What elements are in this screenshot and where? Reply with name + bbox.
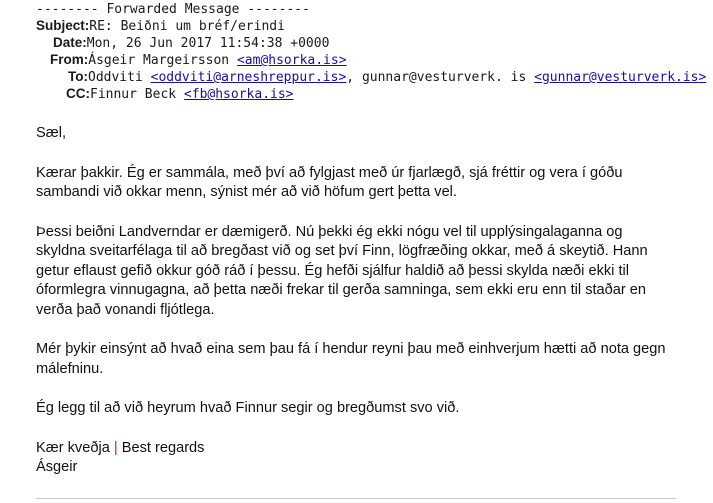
to-line (68, 69, 706, 86)
signoff-english: Best regards (121, 439, 205, 456)
bottom-divider (36, 498, 676, 499)
date-label: Date: (53, 35, 87, 50)
cc-line (66, 86, 294, 103)
signoff-icelandic: Kær kveðja (36, 439, 110, 456)
to-separator-text: , gunnar@vesturverk. is (346, 70, 527, 85)
date-value: Mon, 26 Jun 2017 11:54:38 +0000 (86, 36, 330, 51)
paragraph-1: Kærar þakkir. Ég er sammála, með því að fylgjast með úr fjarlægð, sjá fréttir og vera í góðu sambandi við okkar menn, sýnist mér að við höfum gert þetta vel. (36, 164, 623, 200)
subject-label: Subject: (36, 18, 90, 33)
to-recipient2-email-link[interactable]: <gunnar@vesturverk.is> (534, 70, 707, 85)
to-label: To: (68, 69, 88, 84)
from-label: From: (50, 52, 89, 67)
from-name: Ásgeir Margeirsson (88, 53, 230, 68)
message-body (36, 124, 676, 478)
cc-email-link[interactable]: <fb@hsorka.is> (183, 87, 294, 102)
signature-name: Ásgeir (36, 459, 78, 475)
signoff-separator: | (113, 439, 118, 456)
greeting: Sæl, (36, 125, 67, 141)
from-line (50, 52, 347, 69)
to-recipient1-email-link[interactable]: <oddviti@arneshreppur.is> (150, 70, 347, 85)
paragraph-2: Þessi beiðni Landverndar er dæmigerð. Nú þekki ég ekki nógu vel til upplýsingalaganna og skyldna sveitarfélaga til að bregðast við og set því Finn, lögfræðing okkar, með á skeytið. Hann getur eflaust gefið okkur góð ráð í þessu. Ég hefði sjálfur haldið að þessi skylda næði ekki til óformlegra vinnugagna, að þetta næði frekar til gerða samninga, sem ekki eru enn til staðar en verða það vonandi fljótlega. (36, 223, 648, 318)
date-line (53, 35, 329, 52)
subject-value: RE: Beiðni um bréf/erindi (89, 19, 285, 34)
cc-label: CC: (66, 86, 90, 101)
signoff-line (36, 439, 676, 459)
forwarded-header (0, 0, 713, 110)
cc-name: Finnur Beck (90, 87, 177, 102)
to-recipient1-name: Oddviti (88, 70, 143, 85)
subject-line (36, 18, 285, 35)
forwarded-banner: -------- Forwarded Message -------- (36, 2, 310, 17)
from-email-link[interactable]: <am@hsorka.is> (236, 53, 347, 68)
paragraph-3: Mér þykir einsýnt að hvað eina sem þau fá í hendur reyni þau með einhverjum hætti að nota gegn málefninu. (36, 341, 666, 377)
paragraph-4: Ég legg til að við heyrum hvað Finnur segir og bregðumst svo við. (36, 400, 460, 416)
